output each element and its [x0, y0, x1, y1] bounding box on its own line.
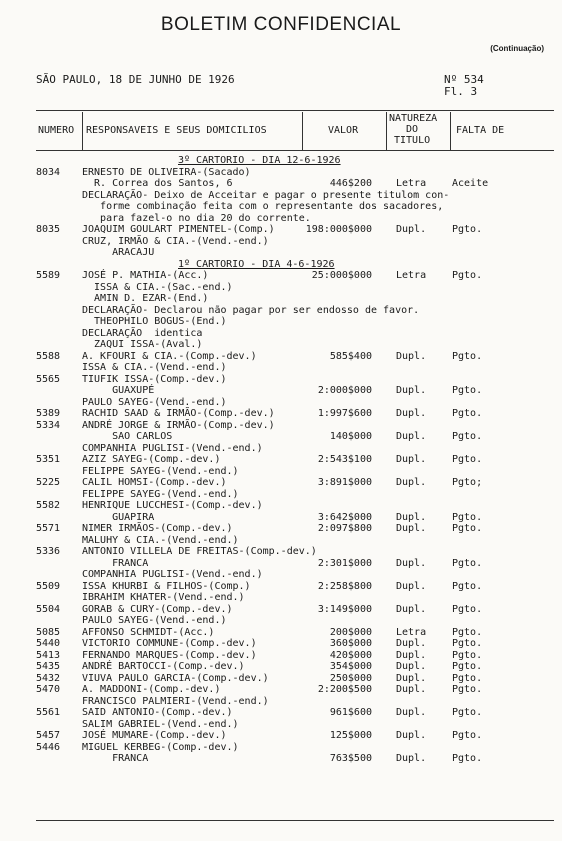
entry-reason: Pgto.: [452, 626, 483, 638]
entry-number: 5435: [36, 661, 61, 672]
col-numero: NUMERO: [38, 125, 75, 136]
entry-value: 961$600: [329, 707, 372, 718]
entry-responsible: NIMER IRMÃOS-(Comp.-dev.): [82, 523, 233, 534]
entry-reason: Aceite: [452, 178, 489, 189]
entry-value: 2:200$500: [317, 684, 372, 695]
entry-number: 5588: [36, 350, 61, 362]
entry-value: 360$000: [329, 638, 372, 649]
entry-nature: Dupl.: [396, 408, 427, 419]
entry-value: 354$000: [329, 661, 372, 672]
entry-responsible: ZAQUI ISSA-(Aval.): [82, 339, 203, 350]
entry-row: [0, 270, 562, 282]
entry-row: [0, 650, 562, 662]
entry-reason: Pgto.: [452, 270, 483, 281]
entry-row: [0, 707, 562, 719]
entry-row: [0, 615, 562, 627]
entry-responsible: JOSÉ MUMARE-(Comp.-dev.): [82, 730, 227, 741]
entry-responsible: MALUHY & CIA.-(Vend.-end.): [82, 534, 239, 546]
entry-responsible: ANDRÉ JORGE & IRMÃO-(Comp.-dev.): [82, 419, 275, 431]
entry-value: 250$000: [329, 672, 372, 684]
entry-row: [0, 604, 562, 616]
entry-number: 5582: [36, 500, 61, 511]
entry-reason: Pgto.: [452, 350, 483, 362]
sheet-number: Fl. 3: [444, 85, 478, 98]
entry-responsible: COMPANHIA PUGLISI-(Vend.-end.): [82, 569, 263, 580]
entry-row: [0, 328, 562, 340]
entry-row: [0, 512, 562, 524]
entry-nature: Dupl.: [396, 511, 427, 523]
section-heading: [0, 155, 562, 167]
entry-row: [0, 351, 562, 363]
entry-reason: Pgto.: [452, 408, 483, 419]
entry-number: 5413: [36, 649, 61, 661]
entry-row: [0, 730, 562, 742]
entry-responsible: DECLARAÇÃO- Declarou não pagar por ser endosso de favor.: [82, 304, 420, 316]
entry-responsible: AFFONSO SCHMIDT-(Acc.): [82, 626, 215, 638]
entry-nature: Dupl.: [396, 431, 427, 442]
entry-value: 585$400: [329, 350, 372, 362]
continuation-label: (Continuação): [490, 44, 544, 53]
entry-row: [0, 696, 562, 708]
entry-row: [0, 661, 562, 673]
entry-row: [0, 523, 562, 535]
entry-reason: Pgto.: [452, 753, 483, 764]
entry-responsible: JOSÉ P. MATHIA-(Acc.): [82, 270, 209, 281]
entry-nature: Dupl.: [396, 684, 427, 695]
column-headers: [36, 112, 552, 150]
entry-row: [0, 201, 562, 213]
entry-value: 3:149$000: [317, 603, 372, 615]
entry-row: [0, 569, 562, 581]
entry-row: [0, 385, 562, 397]
entry-responsible: R. Correa dos Santos, 6: [82, 178, 233, 189]
entry-responsible: ANDRÉ BARTOCCI-(Comp.-dev.): [82, 661, 245, 672]
entry-value: 2:543$100: [317, 454, 372, 465]
entry-row: [0, 627, 562, 639]
entry-responsible: ANTONIO VILLELA DE FREITAS-(Comp.-dev.): [82, 546, 317, 557]
entry-value: 2:301$000: [317, 557, 372, 569]
entry-value: 2:000$000: [317, 385, 372, 396]
col-valor: VALOR: [328, 125, 359, 136]
entry-responsible: FRANCA: [82, 753, 149, 764]
entry-row: [0, 742, 562, 754]
entry-reason: Pgto.: [452, 661, 483, 672]
entry-value: 140$000: [329, 431, 372, 442]
entry-nature: Letra: [396, 270, 427, 281]
entry-nature: Dupl.: [396, 603, 427, 615]
entry-row: [0, 546, 562, 558]
entry-responsible: ISSA & CIA.-(Vend.-end.): [82, 362, 227, 373]
entry-reason: Pgto;: [452, 477, 483, 488]
entry-responsible: CRUZ, IRMÃO & CIA.-(Vend.-end.): [82, 235, 269, 247]
entry-row: [0, 236, 562, 248]
entry-responsible: ISSA & CIA.-(Sac.-end.): [82, 281, 233, 293]
entry-responsible: THEOPHILO BOGUS-(End.): [82, 316, 227, 327]
entry-row: [0, 489, 562, 501]
bulletin-number: Nº 534: [444, 73, 484, 86]
entry-reason: Pgto.: [452, 730, 483, 741]
entry-row: [0, 466, 562, 478]
entry-responsible: RACHID SAAD & IRMÃO-(Comp.-dev.): [82, 408, 275, 419]
entry-row: [0, 362, 562, 374]
entry-responsible: FRANCA: [82, 557, 149, 569]
entry-responsible: SAID ANTONIO-(Comp.-dev.): [82, 707, 233, 718]
entry-number: 5457: [36, 730, 61, 741]
entry-number: 5225: [36, 477, 61, 488]
entry-responsible: para fazel-o no dia 20 do corrente.: [82, 212, 311, 224]
entry-reason: Pgto.: [452, 649, 483, 661]
entry-value: 446$200: [329, 178, 372, 189]
entry-number: 5432: [36, 672, 61, 684]
entry-nature: Dupl.: [396, 350, 427, 362]
entry-number: 5561: [36, 707, 61, 718]
entry-responsible: A. KFOURI & CIA.-(Comp.-dev.): [82, 350, 257, 362]
entry-row: [0, 684, 562, 696]
entry-reason: Pgto.: [452, 672, 483, 684]
col-divider: [450, 112, 451, 150]
entry-row: [0, 753, 562, 765]
entry-row: [0, 673, 562, 685]
entry-row: [0, 558, 562, 570]
entry-row: [0, 282, 562, 294]
col-divider: [302, 112, 303, 150]
entry-row: [0, 224, 562, 236]
header-top-rule: [36, 110, 554, 111]
entry-row: [0, 190, 562, 202]
entry-nature: Dupl.: [396, 523, 427, 534]
entry-responsible: FRANCISCO PALMIERI-(Vend.-end.): [82, 695, 269, 707]
entry-reason: Pgto.: [452, 684, 483, 695]
entry-responsible: DECLARAÇÃO identica: [82, 327, 203, 339]
section-heading: [0, 259, 562, 271]
entry-value: 25:000$000: [311, 270, 372, 281]
col-divider: [82, 112, 83, 150]
entry-reason: Pgto.: [452, 385, 483, 396]
entry-nature: Dupl.: [396, 477, 427, 488]
entry-row: [0, 443, 562, 455]
entry-row: [0, 167, 562, 179]
entry-number: 5389: [36, 408, 61, 419]
entry-nature: Dupl.: [396, 224, 427, 235]
entry-number: 5440: [36, 638, 61, 649]
entry-nature: Dupl.: [396, 753, 427, 764]
footer-rule: [36, 820, 554, 821]
entry-nature: Dupl.: [396, 707, 427, 718]
entry-reason: Pgto.: [452, 431, 483, 442]
entry-reason: Pgto.: [452, 454, 483, 465]
entry-row: [0, 397, 562, 409]
col-natureza-3: TITULO: [394, 135, 431, 146]
entry-reason: Pgto.: [452, 224, 483, 235]
entry-nature: Letra: [396, 178, 427, 189]
entry-responsible: GUAPIRA: [82, 511, 155, 523]
entry-reason: Pgto.: [452, 523, 483, 534]
entry-responsible: GORAB & CURY-(Comp.-dev.): [82, 603, 233, 615]
entry-row: [0, 178, 562, 190]
entry-responsible: TIUFIK ISSA-(Comp.-dev.): [82, 373, 227, 385]
entry-row: [0, 408, 562, 420]
section-title: 3º CARTORIO - DIA 12-6-1926: [178, 155, 341, 166]
entry-value: 200$000: [329, 626, 372, 638]
entry-number: 5504: [36, 603, 61, 615]
entry-row: [0, 316, 562, 328]
entry-row: [0, 420, 562, 432]
entry-number: 5446: [36, 741, 61, 753]
entry-nature: Dupl.: [396, 557, 427, 569]
entry-reason: Pgto.: [452, 638, 483, 649]
entry-number: 5565: [36, 373, 61, 385]
bulletin-entries: [0, 155, 562, 765]
entry-nature: Letra: [396, 626, 427, 638]
entry-responsible: CALIL HOMSI-(Comp.-dev.): [82, 477, 227, 488]
entry-responsible: PAULO SAYEG-(Vend.-end.): [82, 396, 227, 408]
entry-responsible: AMIN D. EZAR-(End.): [82, 293, 209, 304]
entry-responsible: FERNANDO MARQUES-(Comp.-dev.): [82, 649, 257, 661]
entry-row: [0, 374, 562, 386]
entry-reason: Pgto.: [452, 580, 483, 592]
entry-row: [0, 431, 562, 443]
city-date: SÃO PAULO, 18 DE JUNHO DE 1926: [36, 73, 235, 86]
entry-responsible: A. MADDONI-(Comp.-dev.): [82, 684, 221, 695]
entry-number: 5470: [36, 684, 61, 695]
entry-value: 2:258$800: [317, 580, 372, 592]
entry-row: [0, 247, 562, 259]
entry-responsible: PAULO SAYEG-(Vend.-end.): [82, 615, 227, 626]
col-divider: [386, 112, 387, 150]
entry-value: 3:891$000: [317, 477, 372, 488]
entry-row: [0, 535, 562, 547]
entry-row: [0, 454, 562, 466]
document-title: BOLETIM CONFIDENCIAL: [160, 14, 402, 35]
entry-row: [0, 592, 562, 604]
entry-responsible: VIUVA PAULO GARCIA-(Comp.-dev.): [82, 672, 269, 684]
entry-number: 8035: [36, 224, 61, 235]
entry-responsible: SAO CARLOS: [82, 431, 173, 442]
entry-number: 5334: [36, 419, 61, 431]
entry-reason: Pgto.: [452, 603, 483, 615]
entry-responsible: JOAQUIM GOULART PIMENTEL-(Comp.): [82, 224, 275, 235]
entry-responsible: FELIPPE SAYEG-(Vend.-end.): [82, 488, 239, 500]
entry-responsible: ISSA KHURBI & FILHOS-(Comp.): [82, 580, 251, 592]
col-natureza-1: NATUREZA: [389, 113, 438, 124]
entry-nature: Dupl.: [396, 672, 427, 684]
entry-value: 420$000: [329, 649, 372, 661]
entry-responsible: GUAXUPÉ: [82, 385, 155, 396]
entry-value: 125$000: [329, 730, 372, 741]
entry-nature: Dupl.: [396, 649, 427, 661]
entry-responsible: VICTORIO COMMUNE-(Comp.-dev.): [82, 638, 257, 649]
entry-responsible: ARACAJU: [82, 247, 155, 258]
entry-row: [0, 477, 562, 489]
entry-responsible: DECLARAÇÃO- Deixo de Acceitar e pagar o presente titulom con-: [82, 189, 450, 201]
col-responsaveis: RESPONSAVEIS E SEUS DOMICILIOS: [86, 125, 267, 136]
entry-row: [0, 339, 562, 351]
col-natureza-2: DO: [406, 124, 419, 135]
header-bottom-rule: [36, 150, 554, 151]
entry-responsible: MIGUEL KERBEG-(Comp.-dev.): [82, 741, 239, 753]
entry-reason: Pgto.: [452, 511, 483, 523]
entry-responsible: FELIPPE SAYEG-(Vend.-end.): [82, 465, 239, 477]
entry-responsible: COMPANHIA PUGLISI-(Vend.-end.): [82, 442, 263, 454]
entry-number: 5085: [36, 626, 61, 638]
entry-responsible: IBRAHIM KHATER-(Vend.-end.): [82, 592, 245, 603]
entry-row: [0, 581, 562, 593]
entry-nature: Dupl.: [396, 661, 427, 672]
entry-value: 2:097$800: [317, 523, 372, 534]
entry-number: 5509: [36, 580, 61, 592]
entry-row: [0, 500, 562, 512]
entry-reason: Pgto.: [452, 557, 483, 569]
entry-number: 5336: [36, 546, 61, 557]
entry-nature: Dupl.: [396, 454, 427, 465]
entry-row: [0, 305, 562, 317]
entry-number: 5589: [36, 270, 61, 281]
entry-value: 3:642$000: [317, 511, 372, 523]
entry-number: 5351: [36, 454, 61, 465]
entry-reason: Pgto.: [452, 707, 483, 718]
entry-row: [0, 719, 562, 731]
entry-responsible: SALIM GABRIEL-(Vend.-end.): [82, 718, 239, 730]
entry-nature: Dupl.: [396, 638, 427, 649]
entry-responsible: forme combinação feita com o representante dos sacadores,: [82, 201, 444, 212]
entry-row: [0, 638, 562, 650]
entry-responsible: HENRIQUE LUCCHESI-(Comp.-dev.): [82, 500, 263, 511]
entry-value: 1:997$600: [317, 408, 372, 419]
entry-row: [0, 213, 562, 225]
entry-nature: Dupl.: [396, 730, 427, 741]
entry-responsible: AZIZ SAYEG-(Comp.-dev.): [82, 454, 221, 465]
entry-number: 8034: [36, 166, 61, 178]
entry-nature: Dupl.: [396, 580, 427, 592]
col-falta: FALTA DE: [456, 125, 505, 136]
entry-value: 198:000$000: [305, 224, 372, 235]
entry-row: [0, 293, 562, 305]
entry-value: 763$500: [329, 753, 372, 764]
section-title: 1º CARTORIO - DIA 4-6-1926: [178, 258, 335, 270]
entry-number: 5571: [36, 523, 61, 534]
entry-nature: Dupl.: [396, 385, 427, 396]
entry-responsible: ERNESTO DE OLIVEIRA-(Sacado): [82, 166, 251, 178]
